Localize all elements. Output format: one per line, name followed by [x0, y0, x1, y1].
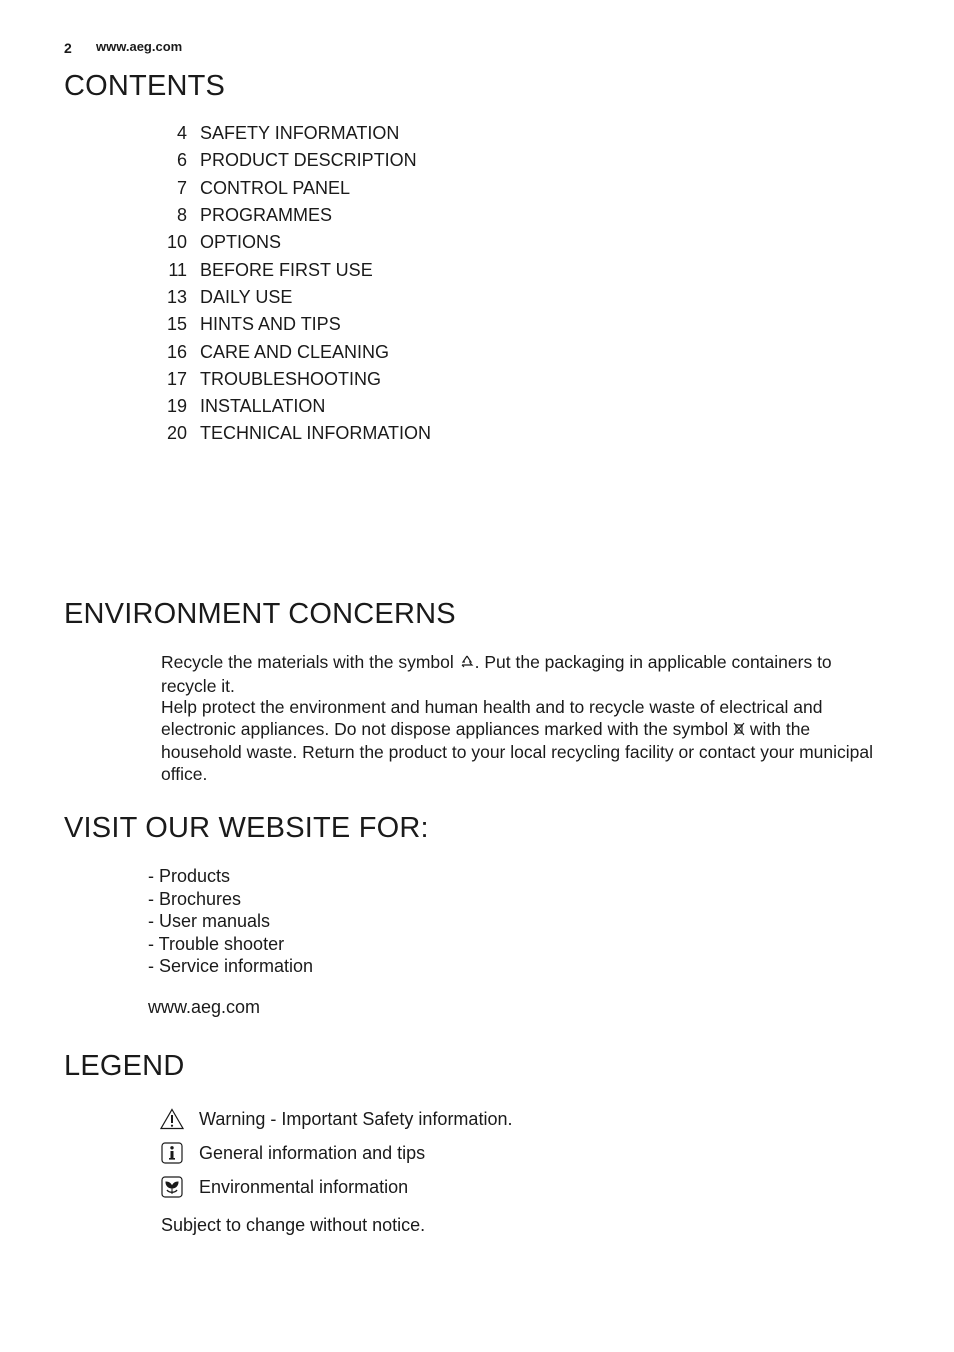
toc-page: 7: [176, 177, 187, 198]
toc-page: 11: [168, 259, 187, 280]
environment-paragraph-2: [161, 697, 891, 785]
toc-item[interactable]: [150, 366, 650, 393]
text-span: . Put the packaging in applicable containers to recycle it.: [161, 652, 832, 696]
toc-label: TROUBLESHOOTING: [200, 368, 382, 389]
toc-item[interactable]: [150, 256, 650, 283]
toc-label: SAFETY INFORMATION: [200, 123, 400, 144]
legend-label: General information and tips: [199, 1142, 426, 1163]
toc-label: PRODUCT DESCRIPTION: [200, 150, 417, 171]
legend-item: [160, 1102, 512, 1136]
toc-item[interactable]: [150, 284, 650, 311]
toc-item[interactable]: [150, 311, 650, 338]
toc-page: 16: [166, 341, 187, 362]
environment-title: ENVIRONMENT CONCERNS: [64, 598, 456, 630]
environment-text: [161, 652, 891, 786]
environment-paragraph-1: [161, 652, 891, 697]
legend-label: Warning - Important Safety information.: [199, 1108, 513, 1129]
toc-label: INSTALLATION: [200, 396, 326, 417]
contents-title: CONTENTS: [64, 70, 226, 102]
website-link[interactable]: www.aeg.com: [148, 997, 261, 1017]
page-number: 2: [64, 40, 72, 56]
toc-page: 8: [176, 205, 187, 226]
environment-icon: [160, 1175, 184, 1199]
legend-title: LEGEND: [64, 1050, 185, 1082]
toc-item[interactable]: [150, 147, 650, 174]
list-item: - Service information: [148, 956, 314, 977]
visit-list: [148, 865, 313, 978]
text-span: Recycle the materials with the symbol: [161, 652, 454, 672]
toc-label: TECHNICAL INFORMATION: [200, 423, 432, 444]
visit-title: VISIT OUR WEBSITE FOR:: [64, 812, 429, 844]
toc-item[interactable]: [150, 420, 650, 447]
text-span: Help protect the environment and human health and to recycle waste of electrical and electronic appliances. Do not dispose appliances marked with the symbol: [161, 697, 823, 739]
toc-item[interactable]: [150, 229, 650, 256]
recycle-icon: [459, 654, 475, 676]
toc-label: BEFORE FIRST USE: [200, 259, 373, 280]
toc-page: 17: [166, 368, 187, 389]
toc-item[interactable]: [150, 175, 650, 202]
toc-page: 19: [166, 396, 187, 417]
legend-item: [160, 1136, 512, 1170]
table-of-contents: [150, 120, 650, 448]
toc-page: 6: [176, 150, 187, 171]
warning-icon: [160, 1107, 184, 1131]
toc-page: 13: [166, 286, 187, 307]
change-notice: Subject to change without notice.: [161, 1215, 426, 1235]
toc-item[interactable]: [150, 338, 650, 365]
list-item: - Brochures: [148, 888, 242, 909]
toc-page: 15: [166, 314, 187, 335]
crossed-bin-icon: [733, 721, 745, 743]
toc-label: PROGRAMMES: [200, 205, 333, 226]
toc-label: CARE AND CLEANING: [200, 341, 390, 362]
info-icon: [160, 1141, 184, 1165]
text-span: with the household waste. Return the product to your local recycling facility or contact your municipal office.: [161, 718, 874, 784]
toc-label: OPTIONS: [200, 232, 282, 253]
legend-list: [160, 1102, 512, 1204]
header-url[interactable]: www.aeg.com: [96, 39, 183, 54]
toc-item[interactable]: [150, 202, 650, 229]
toc-page: 4: [176, 123, 187, 144]
toc-label: HINTS AND TIPS: [200, 314, 341, 335]
legend-label: Environmental information: [199, 1176, 409, 1197]
legend-item: [160, 1170, 512, 1204]
toc-page: 20: [166, 423, 187, 444]
toc-item[interactable]: [150, 120, 650, 147]
toc-item[interactable]: [150, 393, 650, 420]
toc-label: CONTROL PANEL: [200, 177, 351, 198]
toc-page: 10: [166, 232, 187, 253]
list-item: - Products: [148, 866, 231, 886]
list-item: - User manuals: [148, 911, 271, 932]
list-item: - Trouble shooter: [148, 933, 285, 954]
toc-label: DAILY USE: [200, 286, 293, 307]
